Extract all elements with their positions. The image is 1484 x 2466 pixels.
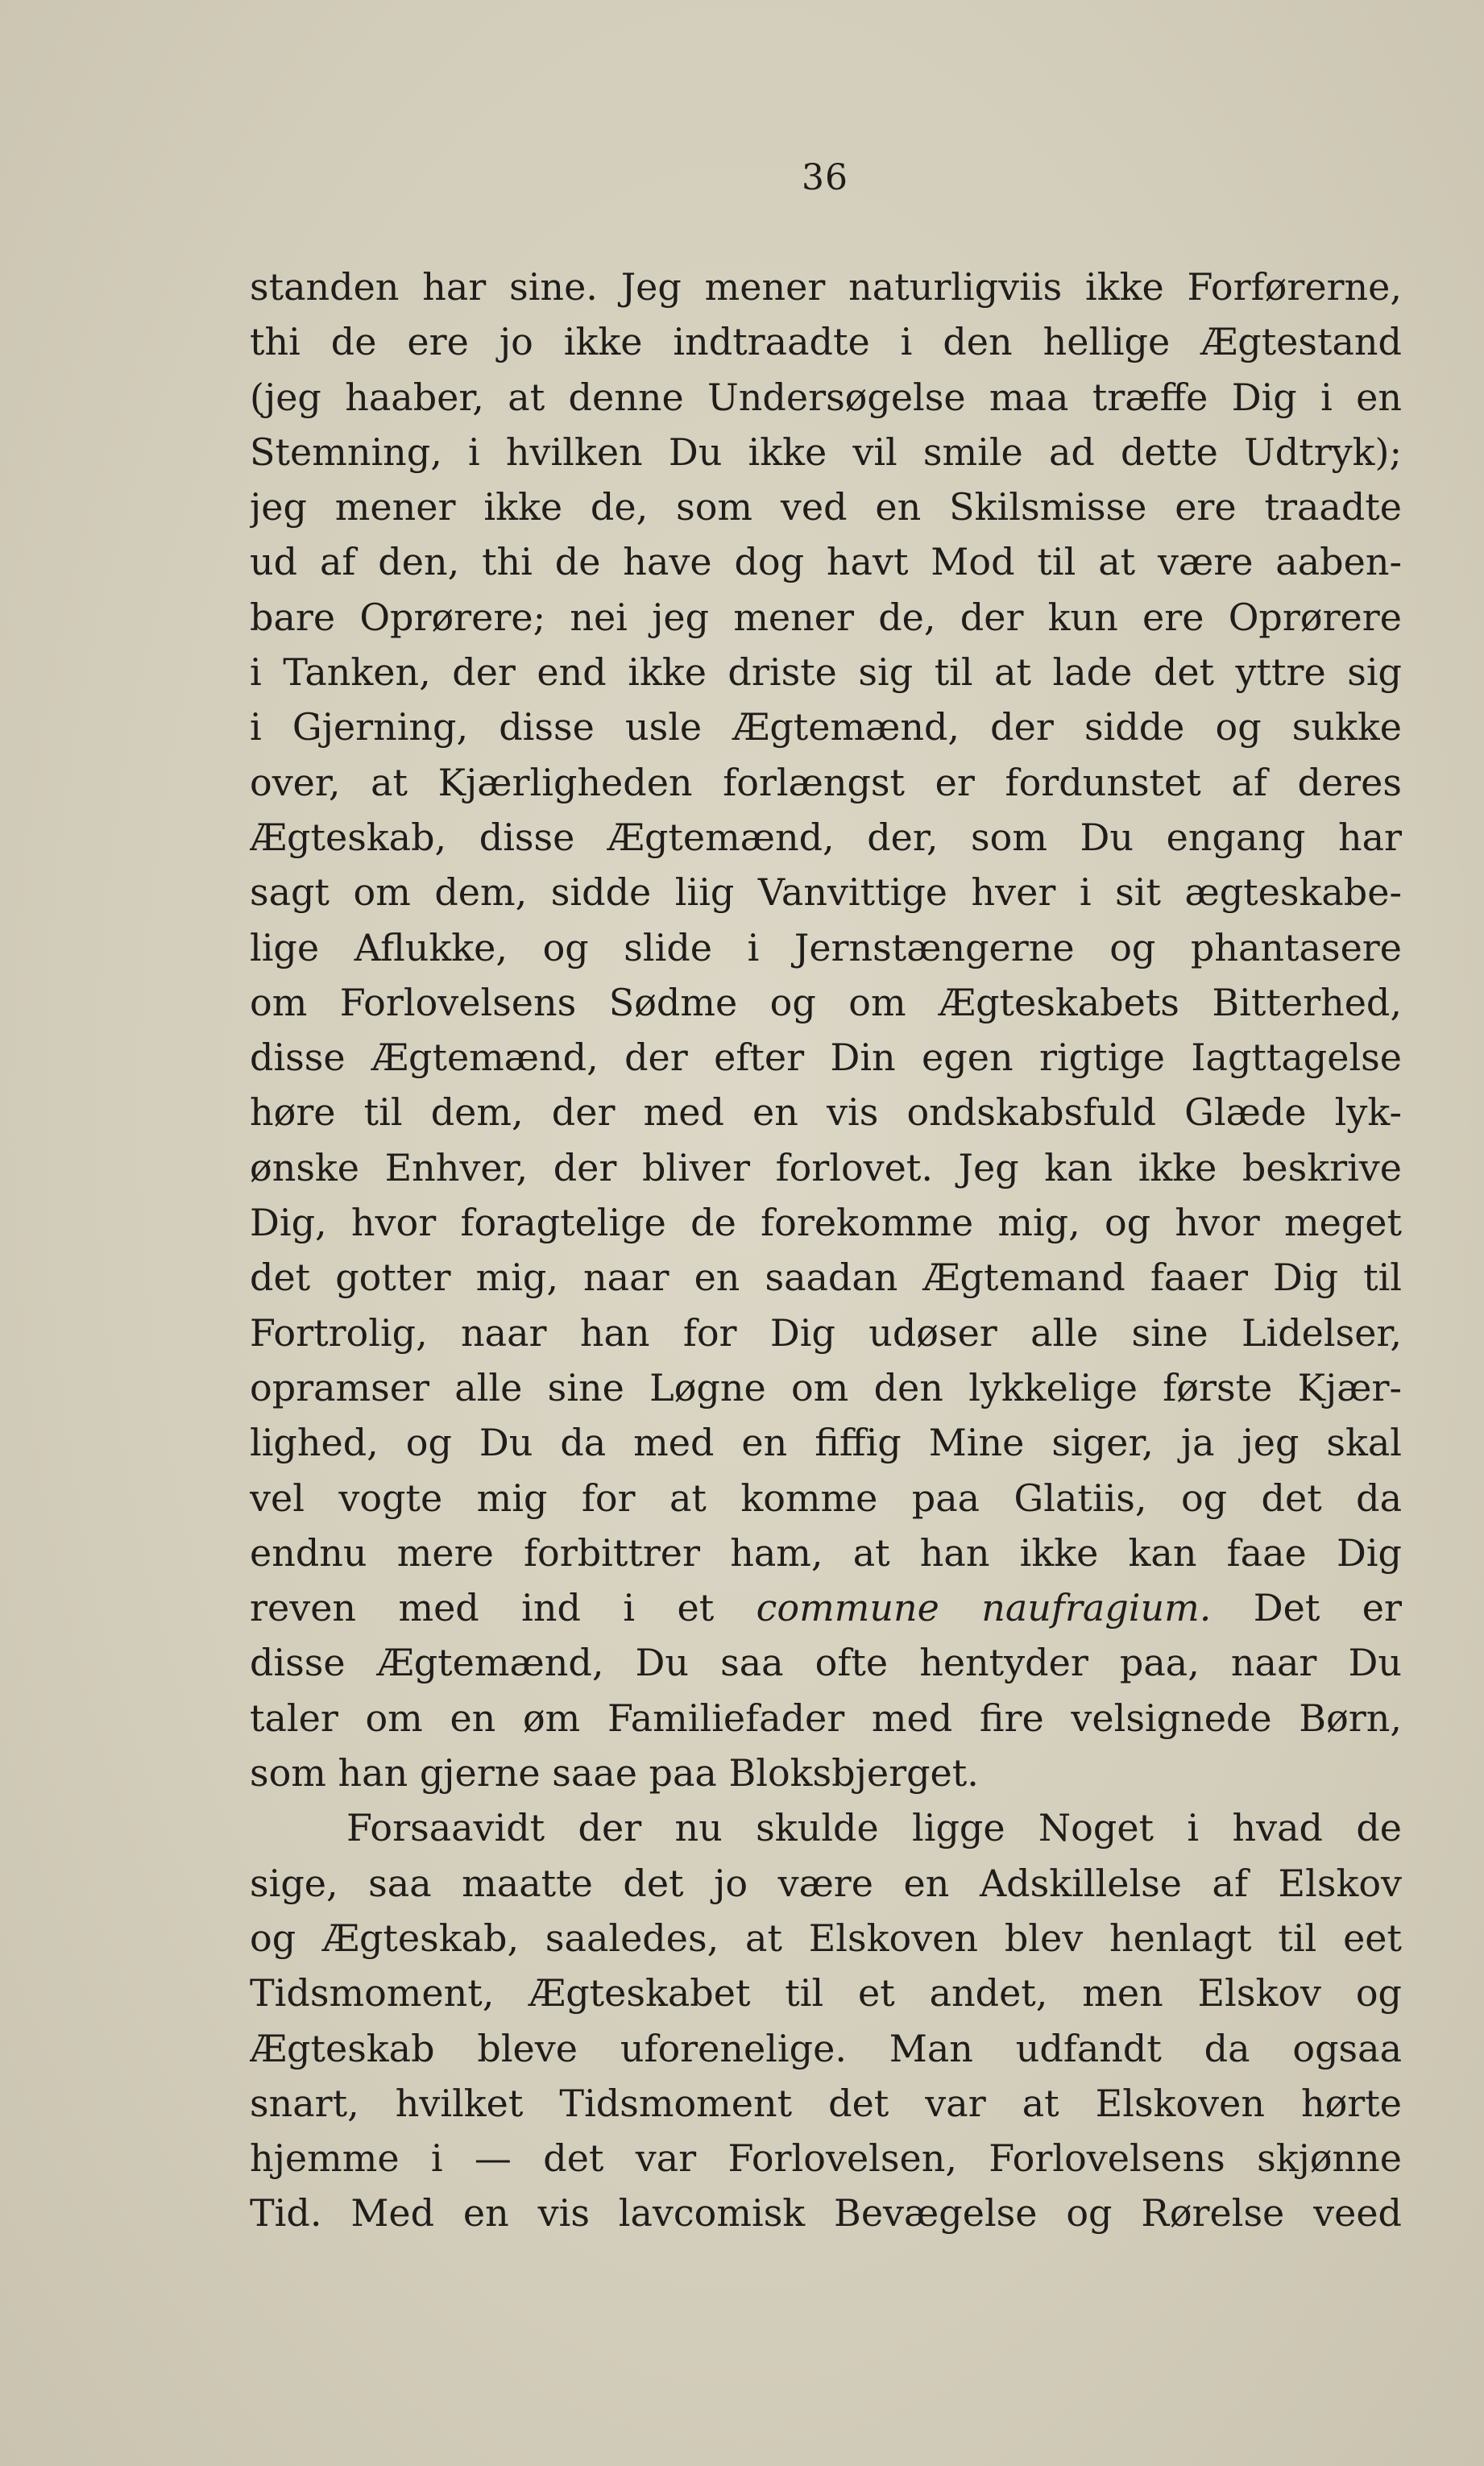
text-line: lige Aflukke, og slide i Jernstængerne og phantasere	[250, 925, 1402, 969]
text-line: Tid. Med en vis lavcomisk Bevægelse og Rørelse veed	[250, 2191, 1402, 2236]
text-line: Fortrolig, naar han for Dig udøser alle sine Lidelser,	[250, 1310, 1402, 1355]
text-line: i Tanken, der end ikke driste sig til at lade det yttre sig	[250, 650, 1402, 695]
text-line: i Gjerning, disse usle Ægtemænd, der sidde og sukke	[250, 705, 1402, 749]
text-line: sige, saa maatte det jo være en Adskillelse af Elskov	[250, 1861, 1402, 1905]
text-line: disse Ægtemænd, Du saa ofte hentyder paa, naar Du	[250, 1641, 1402, 1685]
text-line: vel vogte mig for at komme paa Glatiis, og det da	[250, 1476, 1402, 1520]
text-line: hjemme i — det var Forlovelsen, Forlovelsens skjønne	[250, 2136, 1402, 2181]
text-segment: reven med ind i et	[250, 1586, 757, 1630]
text-line: bare Oprørere; nei jeg mener de, der kun ere Oprørere	[250, 595, 1402, 639]
text-line: opramser alle sine Løgne om den lykkelige første Kjær-	[250, 1365, 1402, 1409]
body-text	[250, 259, 1402, 2241]
text-line: over, at Kjærligheden forlængst er fordunstet af deres	[250, 760, 1402, 804]
text-line: standen har sine. Jeg mener naturligviis ikke Forførerne,	[250, 265, 1402, 309]
text-line: det gotter mig, naar en saadan Ægtemand faaer Dig til	[250, 1256, 1402, 1300]
text-line: høre til dem, der med en vis ondskabsfuld Glæde lyk-	[250, 1090, 1402, 1135]
text-line: sagt om dem, sidde liig Vanvittige hver i sit ægteskabe-	[250, 870, 1402, 915]
text-line: snart, hvilket Tidsmoment det var at Elskoven hørte	[250, 2081, 1402, 2125]
text-line: thi de ere jo ikke indtraadte i den hellige Ægtestand	[250, 320, 1402, 364]
text-line: og Ægteskab, saaledes, at Elskoven blev henlagt til eet	[250, 1916, 1402, 1960]
text-line-with-italic	[250, 1580, 1402, 1635]
paragraph-start-line: Forsaavidt der nu skulde ligge Noget i hvad de	[346, 1806, 1402, 1850]
text-line: jeg mener ikke de, som ved en Skilsmisse ere traadte	[250, 485, 1402, 529]
text-line: taler om en øm Familiefader med fire velsignede Børn,	[250, 1696, 1402, 1740]
page-number: 36	[802, 157, 848, 198]
text-line: ønske Enhver, der bliver forlovet. Jeg kan ikke beskrive	[250, 1145, 1402, 1189]
text-line: Stemning, i hvilken Du ikke vil smile ad dette Udtryk);	[250, 430, 1402, 474]
text-line: Ægteskab, disse Ægtemænd, der, som Du engang har	[250, 815, 1402, 859]
text-line: Ægteskab bleve uforenelige. Man udfandt da ogsaa	[250, 2026, 1402, 2070]
italic-phrase: commune naufragium.	[756, 1586, 1212, 1630]
text-line: Dig, hvor foragtelige de forekomme mig, og hvor meget	[250, 1201, 1402, 1245]
text-segment: Det er	[1211, 1586, 1402, 1630]
text-line: endnu mere forbittrer ham, at han ikke kan faae Dig	[250, 1530, 1402, 1575]
text-line: Tidsmoment, Ægteskabet til et andet, men Elskov og	[250, 1971, 1402, 2016]
text-line: (jeg haaber, at denne Undersøgelse maa træffe Dig i en	[250, 375, 1402, 419]
text-line: om Forlovelsens Sødme og om Ægteskabets Bitterhed,	[250, 980, 1402, 1024]
text-line: ud af den, thi de have dog havt Mod til at være aaben-	[250, 540, 1402, 584]
paragraph-end-line: som han gjerne saae paa Bloksbjerget.	[250, 1751, 979, 1796]
text-line: lighed, og Du da med en fiffig Mine siger, ja jeg skal	[250, 1421, 1402, 1465]
text-line: disse Ægtemænd, der efter Din egen rigtige Iagttagelse	[250, 1036, 1402, 1080]
